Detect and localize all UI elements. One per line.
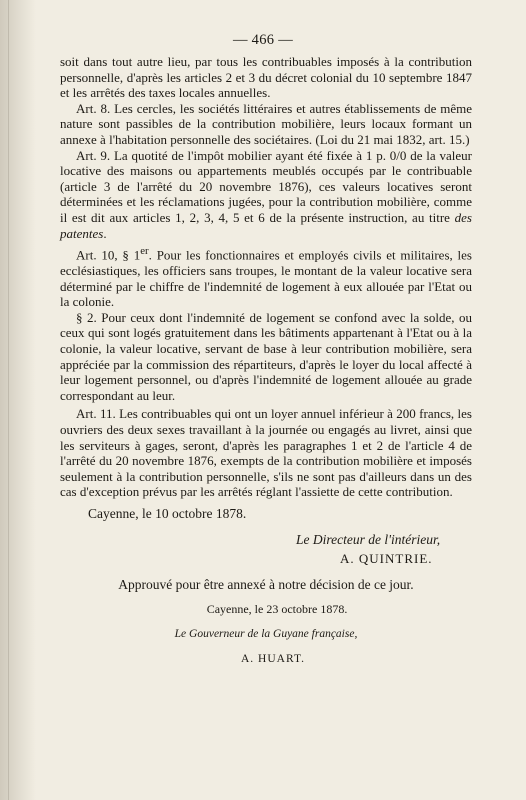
page-binding-line — [8, 0, 9, 800]
paragraph-continuation: soit dans tout autre lieu, par tous les contribuables imposés à la contribution personnelle, d'après les articles 2 et 3 du décret colonial du 10 septembre 1847 et les arrêtés des taxes locales annuelles. — [60, 54, 472, 101]
governor-name: A. HUART. — [241, 652, 305, 665]
paragraph-art-8: Art. 8. Les cercles, les sociétés littéraires et autres établissements de même nature sont passibles de la contribution mobilière, leurs locaux formant un annexe à l'habitation personnelle des sociétaires. (Loi du 21 mai 1832, art. 15.) — [60, 100, 472, 147]
art-10-text: . Pour les fonctionnaires et employés civils et militaires, les ecclésiastiques, les officiers sans troupes, le montant de la valeur locative sera déterminé par le chiffre de l'indemnité de logement à eux allouée par l'Etat ou la colonie. — [60, 247, 472, 310]
art-9-end: . — [103, 225, 107, 241]
art-9-text: Art. 9. La quotité de l'impôt mobilier ayant été fixée à 1 p. 0/0 de la valeur locative des maisons ou appartements meublés occupés par le contribuable (article 3 de l'arrêté du 20 novembre 1876), ces valeurs locatives seront déterminées et les réclamations jugées, pour la contribution mobilière, comme il est dit aux articles 1, 2, 3, 4, 5 et 6 de la présente instruction, au titre — [60, 147, 472, 225]
approval-statement: Approuvé pour être annexé à notre décision de ce jour. — [118, 576, 414, 592]
paragraph-art-11: Art. 11. Les contribuables qui ont un loyer annuel inférieur à 200 francs, les ouvriers des deux sexes travaillant à la journée ou engagés au livret, ainsi que les serviteurs à gages, seront, d'après les paragraphes 1 et 2 de l'article 4 de l'arrêté du 20 novembre 1876, exempts de la contribution mobilière et imposés seulement à la contribution personnelle, s'ils ne sont pas d'ailleurs dans un des cas d'exception prévus par les arrêtés réglant l'assiette de cette contribution. — [60, 406, 472, 500]
paragraph-art-10 — [60, 244, 472, 310]
page-number: — 466 — — [232, 32, 294, 48]
art-10-prefix: Art. 10, § 1 — [76, 247, 141, 263]
paragraph-art-9 — [60, 148, 472, 242]
closing-city-date: Cayenne, le 10 octobre 1878. — [88, 505, 247, 521]
art-9-italic: des patentes — [60, 209, 472, 241]
signatory-name: A. QUINTRIE. — [340, 551, 433, 567]
page-binding-shadow — [0, 0, 36, 800]
body-text — [60, 54, 472, 667]
art-10-superscript: er — [140, 245, 149, 258]
governor-title: Le Gouverneur de la Guyane française, — [174, 627, 358, 640]
signatory-title: Le Directeur de l'intérieur, — [296, 531, 441, 547]
paragraph-art-10-2: § 2. Pour ceux dont l'indemnité de logement se confond avec la solde, ou ceux qui sont logés gratuitement dans les bâtiments appartenant à l'Etat ou à la colonie, la valeur locative, servant de base à leur contribution mobilière, sera appréciée par la commission des répartiteurs, d'après le loyer du local affecté à leur logement personnel, ou d'après l'indemnité de logement allouée au grade correspondant au leur. — [60, 309, 472, 403]
approval-date: Cayenne, le 23 octobre 1878. — [206, 602, 348, 617]
